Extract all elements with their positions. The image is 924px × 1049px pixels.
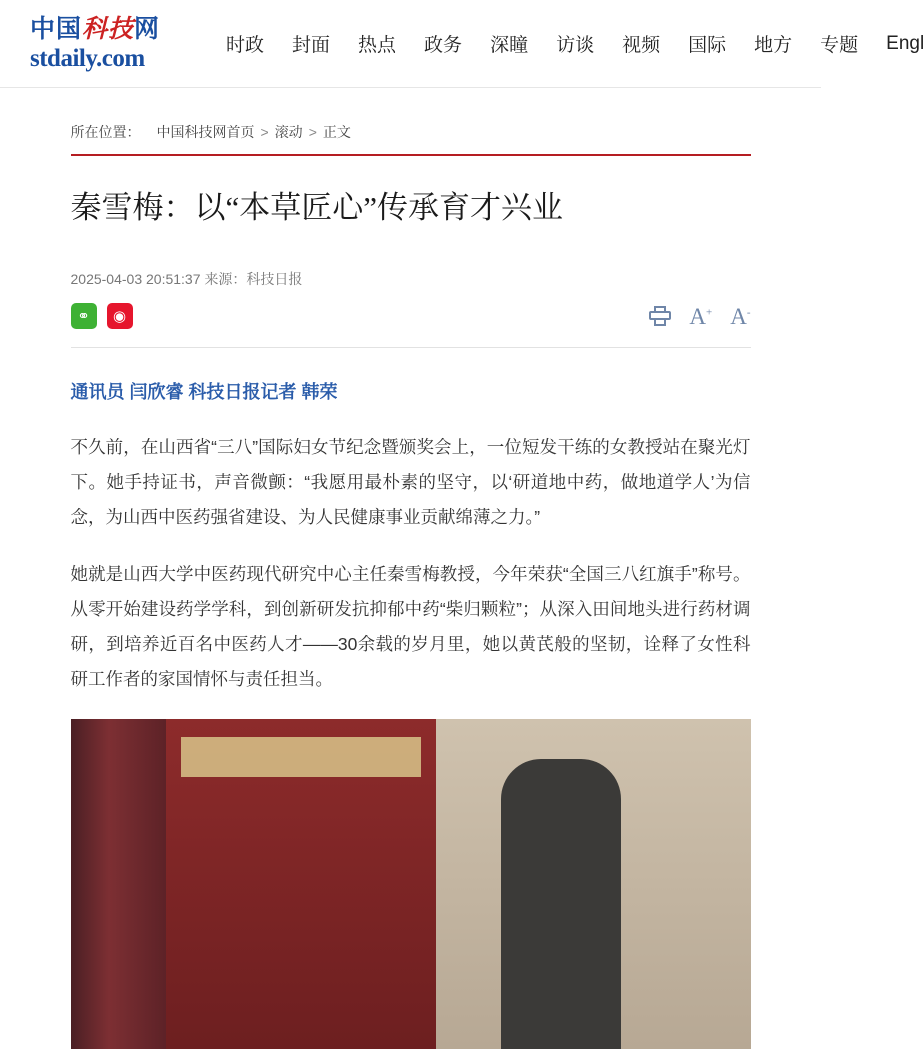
printer-icon[interactable] xyxy=(649,306,671,326)
font-increase-sup: + xyxy=(705,306,713,319)
font-decrease-button[interactable] xyxy=(730,305,750,328)
article-paragraph-1: 不久前，在山西省“三八”国际妇女节纪念暨颁奖会上，一位短发干练的女教授站在聚光灯下。她手持证书，声音微颤：“我愿用最朴素的坚守，以‘研道地中药，做地道学人’为信念，为山西中医药强省建设、为人民健康事业贡献绵薄之力。” xyxy=(70,437,751,528)
breadcrumb xyxy=(71,122,751,154)
nav-item-redian[interactable]: 热点 xyxy=(358,35,397,56)
page-body xyxy=(0,88,821,839)
font-decrease-sup: - xyxy=(746,306,751,319)
nav-item-fengmian[interactable]: 封面 xyxy=(292,35,331,56)
breadcrumb-home-link[interactable]: 中国科技网首页 xyxy=(156,124,255,140)
breadcrumb-divider xyxy=(71,154,751,156)
nav-item-shentong[interactable]: 深瞳 xyxy=(490,35,529,56)
breadcrumb-section-link[interactable]: 滚动 xyxy=(274,124,303,140)
breadcrumb-label: 所在位置： xyxy=(70,124,141,140)
breadcrumb-separator-2: > xyxy=(308,124,317,140)
weibo-icon[interactable]: ◉ xyxy=(107,303,133,329)
nav-item-shipin[interactable]: 视频 xyxy=(622,35,661,56)
logo-cn-highlight: 科技 xyxy=(82,15,135,43)
nav-item-guoji[interactable]: 国际 xyxy=(688,35,727,56)
toolbar-divider xyxy=(71,347,751,348)
font-increase-label: A xyxy=(689,303,706,329)
wechat-icon[interactable]: ⚭ xyxy=(71,303,97,329)
article-paragraph-2: 她就是山西大学中医药现代研究中心主任秦雪梅教授，今年荣获“全国三八红旗手”称号。从零开始建设药学学科，到创新研发抗抑郁中药“柴归颗粒”；从深入田间地头进行药材调研，到培养近百名中医药人才——30余载的岁月里，她以黄芪般的坚韧，诠释了女性科研工作者的家国情怀与责任担当。 xyxy=(70,564,751,690)
main-navigation xyxy=(226,30,924,57)
site-header xyxy=(0,0,924,88)
nav-item-zhengwu[interactable]: 政务 xyxy=(424,35,463,56)
article-image xyxy=(71,719,751,839)
nav-item-difang[interactable]: 地方 xyxy=(754,35,793,56)
font-tools xyxy=(649,305,750,328)
logo-domain-text: stdaily.com xyxy=(30,44,145,72)
font-decrease-label: A xyxy=(730,303,747,329)
logo-cn-part2: 网 xyxy=(134,15,161,43)
nav-item-shizheng[interactable]: 时政 xyxy=(226,35,265,56)
nav-item-english[interactable]: Engl xyxy=(886,32,924,54)
logo-cn-part1: 中国 xyxy=(30,15,83,43)
article-toolbar xyxy=(71,303,751,347)
page-title: 秦雪梅：以“本草匠心”传承育才兴业 xyxy=(70,190,564,225)
article-byline: 通讯员 闫欣睿 科技日报记者 韩荣 xyxy=(70,382,338,403)
breadcrumb-separator-1: > xyxy=(260,124,269,140)
breadcrumb-current: 正文 xyxy=(322,124,351,140)
nav-item-zhuanti[interactable]: 专题 xyxy=(820,35,859,56)
font-increase-button[interactable] xyxy=(689,305,712,328)
share-icons xyxy=(71,303,133,329)
site-logo[interactable] xyxy=(30,17,180,71)
article-container xyxy=(71,88,751,839)
logo-chinese-text xyxy=(30,17,180,42)
nav-item-fangtan[interactable]: 访谈 xyxy=(556,35,595,56)
article-meta: 2025-04-03 20:51:37 来源：科技日报 xyxy=(70,271,303,288)
